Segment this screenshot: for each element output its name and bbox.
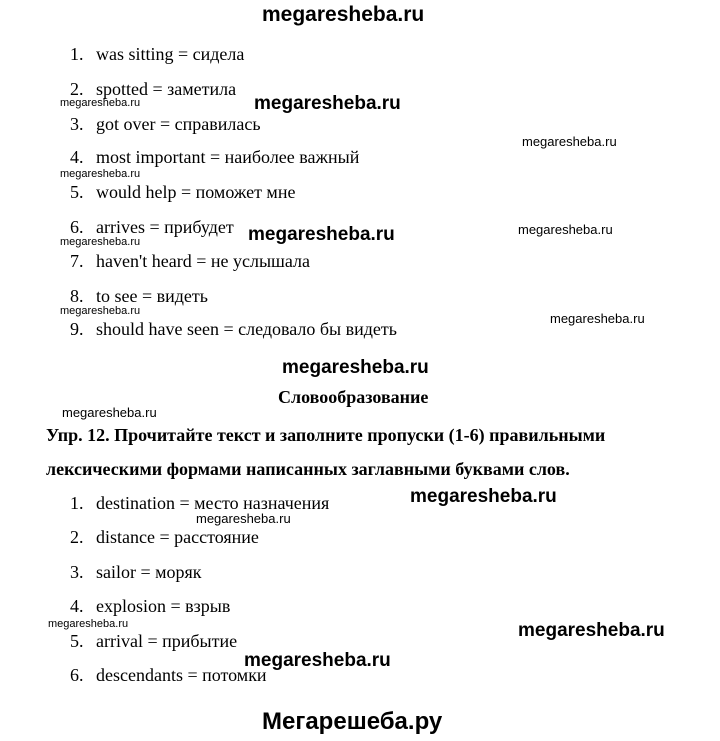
watermark: megaresheba.ru — [244, 650, 391, 671]
watermark: megaresheba.ru — [410, 486, 557, 507]
list-item: 5. would help = поможет мне — [70, 182, 296, 202]
watermark-top: megaresheba.ru — [262, 3, 425, 26]
list-item: 8. to see = видеть — [70, 286, 208, 306]
list-item: 5. arrival = прибытие — [70, 631, 238, 651]
list-item: 1. was sitting = сидела — [70, 44, 245, 64]
list-item: 7. haven't heard = не услышала — [70, 251, 311, 271]
footer-watermark: Мегарешеба.ру — [262, 708, 443, 735]
watermark: megaresheba.ru — [60, 236, 141, 248]
list-item: 6. arrives = прибудет — [70, 217, 234, 237]
list-item: 6. descendants = потомки — [70, 665, 267, 685]
watermark: megaresheba.ru — [196, 511, 291, 526]
watermark: megaresheba.ru — [550, 311, 645, 326]
list-item: 3. got over = справилась — [70, 114, 261, 134]
list-item: 1. destination = место назначения — [70, 493, 330, 513]
list-item: 9. should have seen = следовало бы видеть — [70, 319, 397, 339]
watermark: megaresheba.ru — [518, 222, 613, 237]
watermark: megaresheba.ru — [254, 93, 401, 114]
watermark: megaresheba.ru — [518, 620, 665, 641]
watermark: megaresheba.ru — [522, 134, 617, 149]
watermark: megaresheba.ru — [282, 357, 429, 378]
watermark: megaresheba.ru — [248, 224, 395, 245]
watermark: megaresheba.ru — [48, 618, 129, 630]
list-item: 2. distance = расстояние — [70, 527, 259, 547]
watermark: megaresheba.ru — [60, 97, 141, 109]
list-item: 4. most important = наиболее важный — [70, 147, 360, 167]
watermark: megaresheba.ru — [60, 168, 141, 180]
watermark: megaresheba.ru — [62, 405, 157, 420]
list-item: 4. explosion = взрыв — [70, 596, 231, 616]
list-item: 3. sailor = моряк — [70, 562, 202, 582]
task-line-2: лексическими формами написанных заглавными буквами слов. — [46, 459, 570, 479]
watermark: megaresheba.ru — [60, 305, 141, 317]
list-item: 2. spotted = заметила — [70, 79, 237, 99]
section-heading: Словообразование — [278, 387, 429, 407]
task-line-1: Упр. 12. Прочитайте текст и заполните пропуски (1-6) правильными — [46, 425, 606, 445]
